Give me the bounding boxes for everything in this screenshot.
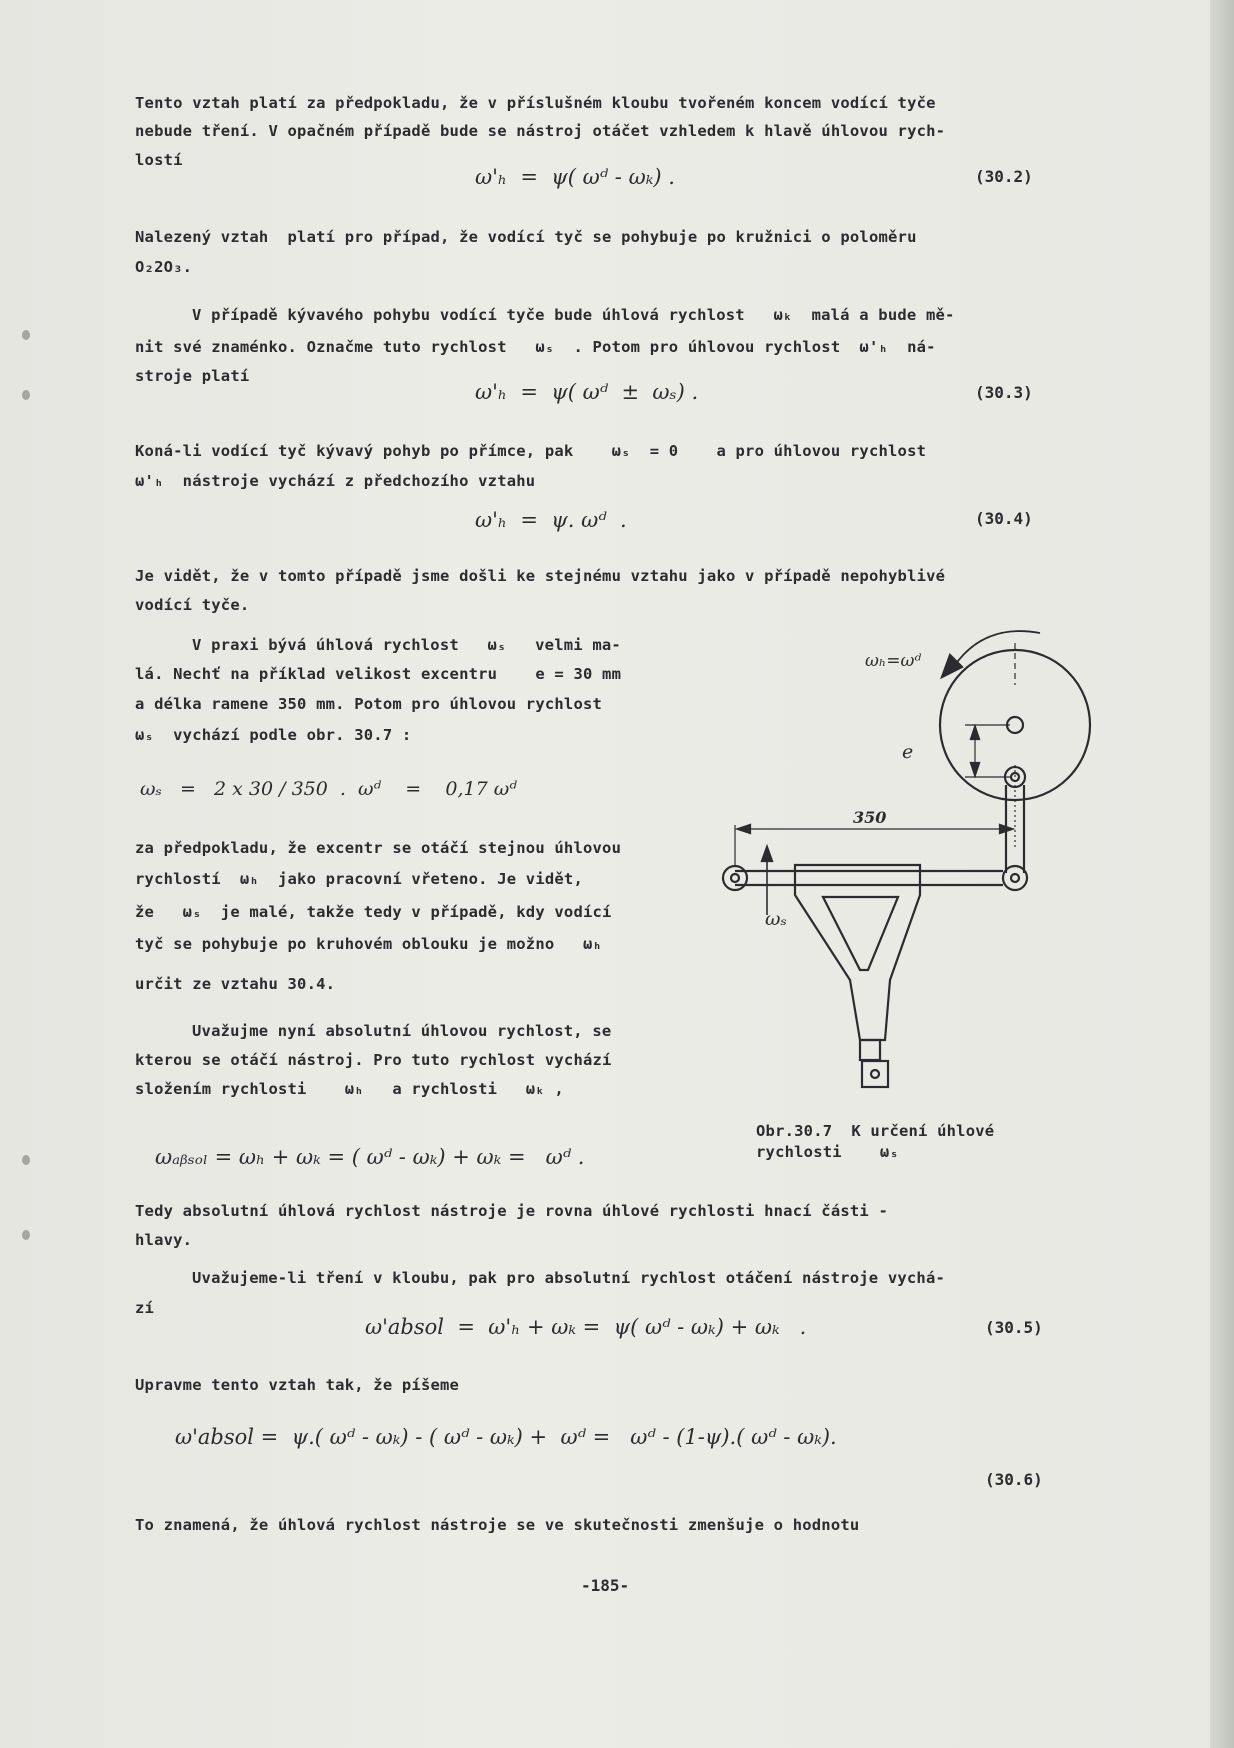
text-line: Koná-li vodící tyč kývavý pohyb po přímce, pak ωₛ = 0 a pro úhlovou rychlost <box>135 442 927 460</box>
text-line: hlavy. <box>135 1231 193 1249</box>
equation-number: (30.6) <box>985 1470 1043 1489</box>
equation-30-3: ω'ₕ = ψ( ωᵈ ± ωₛ) . <box>475 380 699 404</box>
text-line: tyč se pohybuje po kruhovém oblouku je možno ωₕ <box>135 935 603 953</box>
figure-label-350: 350 <box>853 808 887 827</box>
text-line: Uvažujeme-li tření v kloubu, pak pro absolutní rychlost otáčení nástroje vychá- <box>192 1269 946 1287</box>
text-line: nebude tření. V opačném případě bude se nástroj otáčet vzhledem k hlavě úhlovou rych- <box>135 122 946 140</box>
text-line: V praxi bývá úhlová rychlost ωₛ velmi ma- <box>192 636 621 654</box>
text-line: složením rychlosti ωₕ a rychlosti ωₖ , <box>135 1080 564 1098</box>
text-line: Tedy absolutní úhlová rychlost nástroje je rovna úhlové rychlosti hnací části - <box>135 1202 889 1220</box>
text-line: ωₛ vychází podle obr. 30.7 : <box>135 726 412 744</box>
text-line: zí <box>135 1299 155 1317</box>
text-line: O₂2O₃. <box>135 258 193 276</box>
text-line: V případě kývavého pohybu vodící tyče bude úhlová rychlost ωₖ malá a bude mě- <box>192 306 955 324</box>
text-line: stroje platí <box>135 367 250 385</box>
punch-mark <box>22 330 30 340</box>
text-line: Nalezený vztah platí pro případ, že vodící tyč se pohybuje po kružnici o poloměru <box>135 228 917 246</box>
text-line: ω'ₕ nástroje vychází z předchozího vztahu <box>135 472 536 490</box>
figure-caption: rychlosti ωₛ <box>756 1143 899 1161</box>
text-line: za předpokladu, že excentr se otáčí stejnou úhlovou <box>135 839 622 857</box>
figure-caption: Obr.30.7 K určení úhlové <box>756 1122 995 1140</box>
eccentric-disc <box>940 650 1090 800</box>
figure-label-e: e <box>902 741 914 763</box>
equation-30-6: ω'absol = ψ.( ωᵈ - ωₖ) - ( ωᵈ - ωₖ) + ωᵈ = ωᵈ - (1-ψ).( ωᵈ - ωₖ). <box>175 1425 837 1449</box>
equation-number: (30.5) <box>985 1318 1043 1337</box>
text-line: lostí <box>135 151 183 169</box>
equation-number: (30.3) <box>975 383 1033 402</box>
text-line: Je vidět, že v tomto případě jsme došli ke stejnému vztahu jako v případě nepohyblivé <box>135 567 946 585</box>
text-line: kterou se otáčí nástroj. Pro tuto rychlost vychází <box>135 1051 612 1069</box>
text-line: Uvažujme nyní absolutní úhlovou rychlost, se <box>192 1022 612 1040</box>
page-number: -185- <box>581 1576 630 1595</box>
punch-mark <box>22 1155 30 1165</box>
text-line: rychlostí ωₕ jako pracovní vřeteno. Je vidět, <box>135 870 583 888</box>
equation-omega-s: ωₛ = 2 x 30 / 350 . ωᵈ = 0,17 ωᵈ <box>140 778 517 800</box>
text-line: že ωₛ je malé, takže tedy v případě, kdy vodící <box>135 903 612 921</box>
text-line: lá. Nechť na příklad velikost excentru e = 30 mm <box>135 665 622 683</box>
text-line: určit ze vztahu 30.4. <box>135 975 336 993</box>
punch-mark <box>22 1230 30 1240</box>
equation-number: (30.4) <box>975 509 1033 528</box>
text-line: Tento vztah platí za předpokladu, že v příslušném kloubu tvořeném koncem vodící tyče <box>135 94 936 112</box>
page-edge-shadow <box>1210 0 1234 1748</box>
equation-number: (30.2) <box>975 167 1033 186</box>
equation-30-5: ω'absol = ω'ₕ + ωₖ = ψ( ωᵈ - ωₖ) + ωₖ . <box>365 1315 807 1339</box>
equation-absol: ωₐᵦₛₒₗ = ωₕ + ωₖ = ( ωᵈ - ωₖ) + ωₖ = ωᵈ . <box>155 1145 585 1169</box>
mechanism-figure <box>710 625 1110 1105</box>
text-line: a délka ramene 350 mm. Potom pro úhlovou rychlost <box>135 695 603 713</box>
text-line: vodící tyče. <box>135 596 250 614</box>
text-line: To znamená, že úhlová rychlost nástroje se ve skutečnosti zmenšuje o hodnotu <box>135 1516 860 1534</box>
text-line: Upravme tento vztah tak, že píšeme <box>135 1376 460 1394</box>
figure-label-omega-s: ωₛ <box>765 908 787 930</box>
figure-label-omega-h: ωₕ=ωᵈ <box>865 651 922 671</box>
equation-30-4: ω'ₕ = ψ. ωᵈ . <box>475 508 627 532</box>
equation-30-2: ω'ₕ = ψ( ωᵈ - ωₖ) . <box>475 165 675 189</box>
punch-mark <box>22 390 30 400</box>
text-line: nit své znaménko. Označme tuto rychlost ωₛ . Potom pro úhlovou rychlost ω'ₕ ná- <box>135 338 936 356</box>
